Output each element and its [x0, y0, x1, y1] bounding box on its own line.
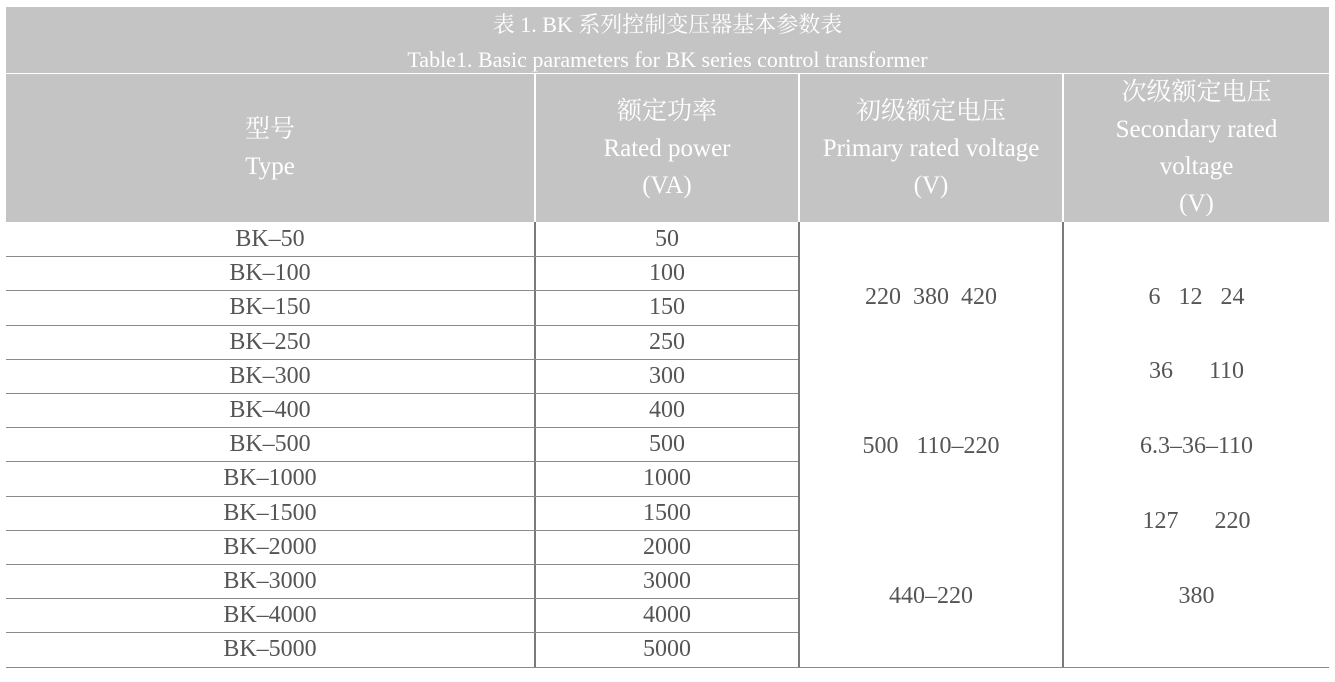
- header-secondary-voltage: [1064, 74, 1329, 222]
- power-cell: 3000: [643, 568, 691, 594]
- power-cell: 1500: [643, 500, 691, 526]
- header-power-unit: (VA): [642, 171, 692, 199]
- power-cell: 500: [649, 431, 685, 457]
- table-body: [6, 222, 1329, 668]
- power-cell: 4000: [643, 602, 691, 628]
- power-cell: 150: [649, 294, 685, 320]
- header-secondary-en2: voltage: [1159, 153, 1234, 180]
- power-cell: 300: [649, 363, 685, 389]
- type-cell: BK–5000: [223, 636, 317, 662]
- header-secondary-zh: 次级额定电压: [1121, 79, 1272, 106]
- power-cell: 100: [649, 260, 685, 286]
- type-cell: BK–150: [229, 294, 311, 320]
- power-cell: 1000: [643, 465, 691, 491]
- header-type-zh: 型号: [244, 116, 295, 143]
- type-cell: BK–250: [229, 329, 311, 355]
- secondary-voltage-group-1: 6 12 24: [1148, 284, 1245, 310]
- type-cell: BK–2000: [223, 534, 317, 560]
- type-cell: BK–500: [229, 431, 311, 457]
- power-cell: 2000: [643, 534, 691, 560]
- header-primary-voltage: [800, 74, 1062, 222]
- header-power-en: Rated power: [603, 134, 731, 162]
- header-secondary-unit: (V): [1179, 190, 1214, 217]
- power-cell: 400: [649, 397, 685, 423]
- table-header: [6, 74, 1329, 222]
- header-power-zh: 额定功率: [616, 97, 717, 125]
- header-type-en: Type: [245, 153, 295, 180]
- type-cell: BK–50: [235, 226, 305, 252]
- type-cell: BK–4000: [223, 602, 317, 628]
- caption-english: Table1. Basic parameters for BK series control transformer: [407, 47, 928, 72]
- secondary-voltage-group-2: 36 110: [1148, 358, 1245, 384]
- type-cell: BK–100: [229, 260, 311, 286]
- secondary-voltage-group-4: 127 220: [1142, 508, 1251, 534]
- type-cell: BK–300: [229, 363, 311, 389]
- primary-voltage-group-1: 220 380 420: [865, 284, 997, 310]
- header-type: [6, 74, 534, 222]
- header-rated-power: [536, 74, 798, 222]
- power-cell: 5000: [643, 636, 691, 662]
- primary-voltage-group-3: 440–220: [889, 583, 973, 609]
- header-primary-unit: (V): [913, 171, 949, 199]
- header-primary-en: Primary rated voltage: [822, 134, 1040, 162]
- header-secondary-en1: Secondary rated: [1115, 116, 1278, 143]
- table-caption: [6, 7, 1329, 73]
- secondary-voltage-group-5: 380: [1178, 583, 1215, 609]
- power-cell: 50: [655, 226, 679, 252]
- header-primary-zh: 初级额定电压: [855, 97, 1006, 125]
- table-bottom-border: [6, 667, 1329, 668]
- type-cell: BK–1000: [223, 465, 317, 491]
- primary-voltage-group-2: 500 110–220: [862, 433, 1000, 459]
- type-cell: BK–400: [229, 397, 311, 423]
- secondary-voltage-group-3: 6.3–36–110: [1139, 433, 1254, 459]
- power-cell: 250: [649, 329, 685, 355]
- type-cell: BK–3000: [223, 568, 317, 594]
- caption-chinese: 表 1. BK 系列控制变压器基本参数表: [492, 12, 843, 37]
- type-cell: BK–1500: [223, 500, 317, 526]
